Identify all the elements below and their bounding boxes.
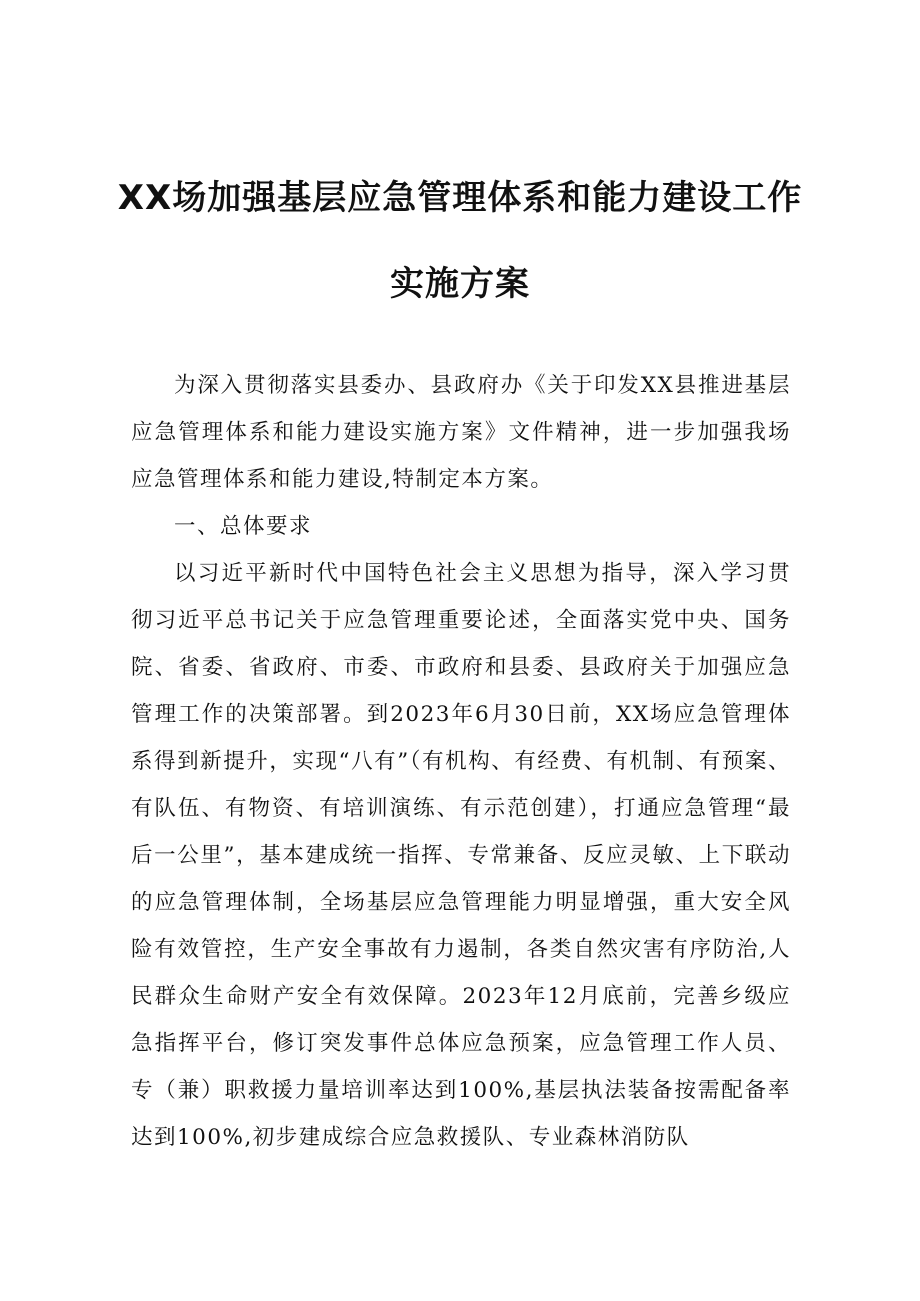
document-body [131,362,791,1161]
section-heading-general-requirements: 一、总体要求 [174,514,313,539]
section-paragraph-general-requirements: 以习近平新时代中国特色社会主义思想为指导，深入学习贯彻习近平总书记关于应急管理重要论述，全面落实党中央、国务院、省委、省政府、市委、市政府和县委、县政府关于加强应急管理工作的决策部署。到2023年6月30日前，XX场应急管理体系得到新提升，实现“八有”（有机构、有经费、有机制、有预案、有队伍、有物资、有培训演练、有示范创建），打通应急管理“最后一公里”，基本建成统一指挥、专常兼备、反应灵敏、上下联动的应急管理体制，全场基层应急管理能力明显增强，重大安全风险有效管控，生产安全事故有力遏制，各类自然灾害有序防治,人民群众生命财产安全有效保障。2023年12月底前，完善乡级应急指挥平台，修订突发事件总体应急预案，应急管理工作人员、专（兼）职救援力量培训率达到100%,基层执法装备按需配备率达到100%,初步建成综合应急救援队、专业森林消防队 [131,561,791,1150]
document-title-line-2: 实施方案 [390,264,530,304]
intro-paragraph: 为深入贯彻落实县委办、县政府办《关于印发XX县推进基层应急管理体系和能力建设实施方案》文件精神，进一步加强我场应急管理体系和能力建设,特制定本方案。 [131,373,791,492]
document-title-line-1: XX场加强基层应急管理体系和能力建设工作 [117,178,803,218]
